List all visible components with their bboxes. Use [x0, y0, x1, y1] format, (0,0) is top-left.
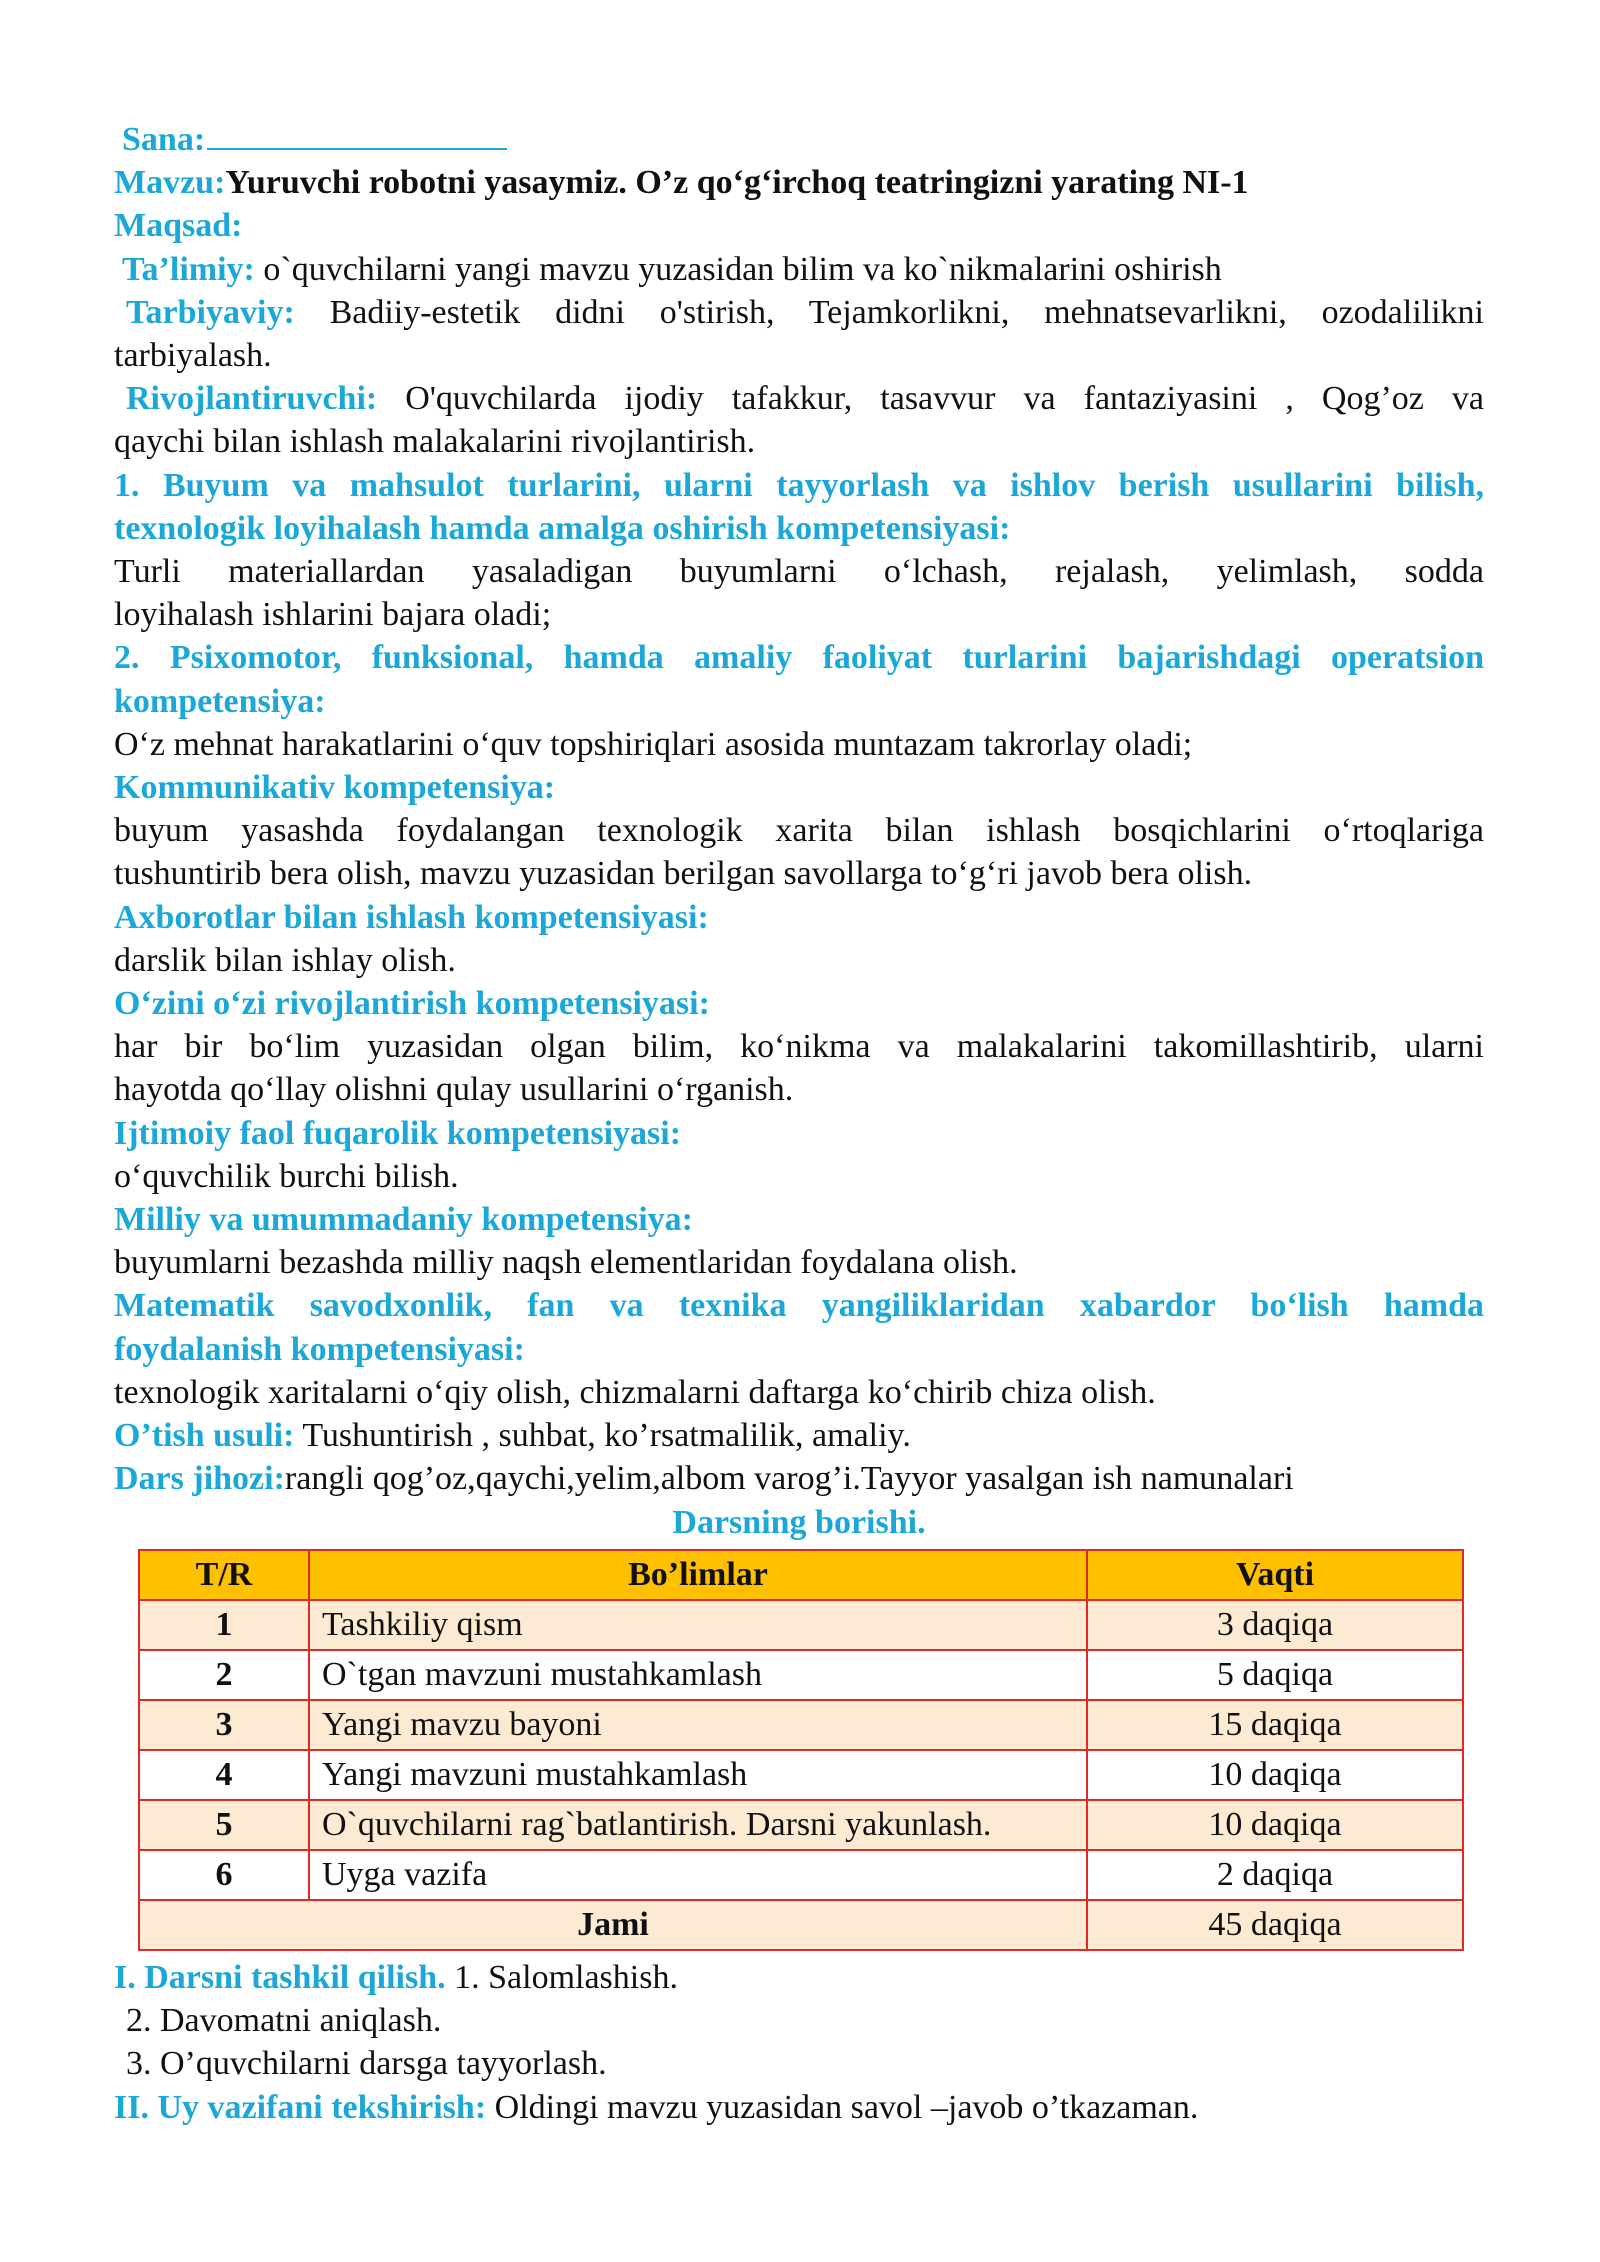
topic-text: Yuruvchi robotni yasaymiz. O’z qo‘g‘irchoq teatringizni yarating NI-1 — [225, 164, 1249, 202]
competency-heading: Kommunikativ kompetensiya: — [114, 769, 556, 807]
row-time-cell: 3 daqiqa — [1087, 1600, 1463, 1650]
competency-heading: Ijtimoiy faol fuqarolik kompetensiyasi: — [114, 1114, 682, 1152]
educational-goal — [114, 248, 1484, 291]
educational-goal-label: Ta’limiy: — [122, 250, 255, 288]
competency-description: loyihalash ishlarini bajara oladi; — [114, 596, 552, 634]
developmental-goal-line1 — [114, 377, 1484, 420]
table-row — [139, 1800, 1463, 1850]
competency-description: har bir bo‘lim yuzasidan olgan bilim, ko‘nikma va malakalarini takomillashtirib, ularni — [114, 1028, 1484, 1066]
total-time-cell: 45 daqiqa — [1087, 1900, 1463, 1950]
row-time-cell: 10 daqiqa — [1087, 1750, 1463, 1800]
row-number-cell: 5 — [139, 1800, 309, 1850]
competency-description: Turli materiallardan yasaladigan buyumlarni o‘lchash, rejalash, yelimlash, sodda — [114, 553, 1484, 591]
method-text: Tushuntirish , suhbat, ko’rsatmalilik, amaliy. — [294, 1417, 911, 1455]
upbringing-goal-text: Badiiy-estetik didni o'stirish, Tejamkorlikni, mehnatsevarlikni, ozodalilikni — [294, 293, 1484, 331]
date-blank — [207, 114, 507, 150]
developmental-goal-text: O'quvchilarda ijodiy tafakkur, tasavvur va fantaziyasini , Qog’oz va — [377, 380, 1484, 418]
table-row — [139, 1700, 1463, 1750]
part1-item2: 2. Davomatni aniqlash. — [126, 2002, 442, 2040]
competency-description: darslik bilan ishlay olish. — [114, 941, 456, 979]
competency-description: buyumlarni bezashda milliy naqsh elementlaridan foydalana olish. — [114, 1244, 1018, 1282]
row-section-cell: Tashkiliy qism — [309, 1600, 1087, 1650]
lesson-plan-table — [138, 1549, 1464, 1951]
competency-heading: Matematik savodxonlik, fan va texnika yangiliklaridan xabardor bo‘lish hamda — [114, 1287, 1484, 1325]
table-row — [139, 1600, 1463, 1650]
equipment-label: Dars jihozi: — [114, 1460, 285, 1498]
competency-description: texnologik xaritalarni o‘qiy olish, chizmalarni daftarga ko‘chirib chiza olish. — [114, 1373, 1156, 1411]
date-label: Sana: — [122, 121, 206, 158]
row-number-cell: 3 — [139, 1700, 309, 1750]
upbringing-goal-line2: tarbiyalash. — [114, 337, 272, 375]
table-row — [139, 1750, 1463, 1800]
table-total-row — [139, 1900, 1463, 1950]
row-time-cell: 15 daqiqa — [1087, 1700, 1463, 1750]
goal-heading — [114, 204, 1484, 247]
lesson-steps — [114, 1956, 1484, 2129]
row-section-cell: Yangi mavzuni mustahkamlash — [309, 1750, 1087, 1800]
competency-list — [114, 464, 1484, 1414]
competency-description: O‘z mehnat harakatlarini o‘quv topshiriqlari asosida muntazam takrorlay oladi; — [114, 725, 1193, 763]
goal-label: Maqsad: — [114, 207, 243, 245]
competency-heading: 2. Psixomotor, funksional, hamda amaliy faoliyat turlarini bajarishdagi operatsion — [114, 639, 1484, 677]
competency-heading: kompetensiya: — [114, 682, 326, 720]
topic-line — [114, 161, 1484, 204]
competency-heading: O‘zini o‘zi rivojlantirish kompetensiyasi: — [114, 985, 710, 1023]
row-number-cell: 4 — [139, 1750, 309, 1800]
part2-text: Oldingi mavzu yuzasidan savol –javob o’tkazaman. — [486, 2088, 1199, 2126]
method-label: O’tish usuli: — [114, 1417, 295, 1455]
competency-description: o‘quvchilik burchi bilish. — [114, 1157, 459, 1195]
row-time-cell: 2 daqiqa — [1087, 1850, 1463, 1900]
table-row — [139, 1850, 1463, 1900]
row-number-cell: 2 — [139, 1650, 309, 1700]
competency-heading: 1. Buyum va mahsulot turlarini, ularni tayyorlash va ishlov berish usullarini bilish, — [114, 466, 1484, 504]
date-line — [114, 114, 1484, 161]
column-header-section: Bo’limlar — [309, 1550, 1087, 1600]
educational-goal-text: o`quvchilarni yangi mavzu yuzasidan bilim va ko`nikmalarini oshirish — [254, 250, 1222, 288]
row-time-cell: 5 daqiqa — [1087, 1650, 1463, 1700]
document-body — [114, 114, 1484, 1544]
part1-item3: 3. O’quvchilarni darsga tayyorlash. — [126, 2045, 607, 2083]
competency-heading: foydalanish kompetensiyasi: — [114, 1330, 525, 1368]
part1-line — [114, 1956, 1484, 1999]
total-label-cell: Jami — [139, 1900, 1087, 1950]
lesson-plan-title: Darsning borishi. — [672, 1503, 926, 1541]
developmental-goal-line2: qaychi bilan ishlash malakalarini rivojlantirish. — [114, 423, 756, 461]
column-header-time: Vaqti — [1087, 1550, 1463, 1600]
row-section-cell: Uyga vazifa — [309, 1850, 1087, 1900]
competency-heading: texnologik loyihalash hamda amalga oshirish kompetensiyasi: — [114, 509, 1011, 547]
equipment-line — [114, 1457, 1484, 1500]
part1-label: I. Darsni tashkil qilish. — [114, 1959, 446, 1996]
row-number-cell: 1 — [139, 1600, 309, 1650]
competency-heading: Axborotlar bilan ishlash kompetensiyasi: — [114, 898, 709, 936]
competency-description: buyum yasashda foydalangan texnologik xarita bilan ishlash bosqichlarini o‘rtoqlariga — [114, 812, 1484, 850]
row-section-cell: O`tgan mavzuni mustahkamlash — [309, 1650, 1087, 1700]
table-row — [139, 1650, 1463, 1700]
method-line — [114, 1414, 1484, 1457]
topic-label: Mavzu: — [114, 164, 226, 202]
row-number-cell: 6 — [139, 1850, 309, 1900]
competency-heading: Milliy va umummadaniy kompetensiya: — [114, 1201, 693, 1239]
column-header-number: T/R — [139, 1550, 309, 1600]
equipment-text: rangli qog’oz,qaychi,yelim,albom varog’i.Tayyor yasalgan ish namunalari — [284, 1460, 1294, 1498]
row-time-cell: 10 daqiqa — [1087, 1800, 1463, 1850]
part2-label: II. Uy vazifani tekshirish: — [114, 2088, 487, 2126]
table-header-row — [139, 1550, 1463, 1600]
part2-line — [114, 2086, 1484, 2129]
row-section-cell: Yangi mavzu bayoni — [309, 1700, 1087, 1750]
competency-description: tushuntirib bera olish, mavzu yuzasidan berilgan savollarga to‘g‘ri javob bera olish. — [114, 855, 1253, 893]
upbringing-goal-line1 — [114, 291, 1484, 334]
developmental-goal-label: Rivojlantiruvchi: — [126, 380, 378, 418]
row-section-cell: O`quvchilarni rag`batlantirish. Darsni yakunlash. — [309, 1800, 1087, 1850]
upbringing-goal-label: Tarbiyaviy: — [126, 293, 295, 331]
competency-description: hayotda qo‘llay olishni qulay usullarini o‘rganish. — [114, 1071, 794, 1109]
part1-item1: 1. Salomlashish. — [445, 1959, 678, 1996]
